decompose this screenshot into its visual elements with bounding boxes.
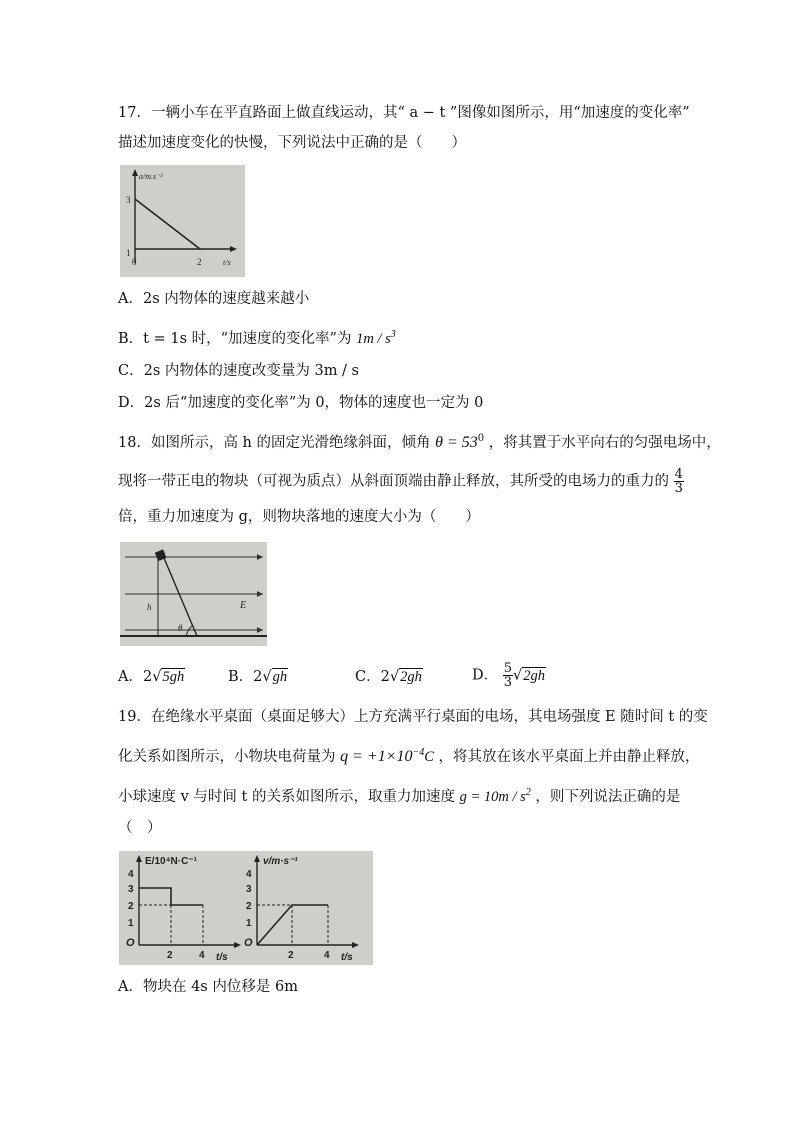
q19-stem-line2-a: 化关系如图所示，小物块电荷量为	[118, 748, 336, 765]
q19-stem-line1: 19．在绝缘水平桌面（桌面足够大）上方充满平行桌面的电场，其电场强度 E 随时间 t 的变	[118, 709, 708, 725]
q17-x-arrow	[230, 246, 237, 252]
q19-e-ytick-2: 2	[128, 901, 134, 912]
q18-theta-sup: 0	[477, 433, 485, 444]
q17-ylabel: a/m.s⁻²	[139, 172, 163, 181]
q17-option-b-exp: 3	[390, 329, 396, 340]
q19-v-xtick-2: 2	[288, 950, 294, 961]
q18-option-c: C．2√2gh	[355, 669, 422, 685]
q19-e-ylabel: E/10⁴N·C⁻¹	[145, 856, 197, 867]
q18-field-arrow-2	[257, 591, 263, 597]
q19-v-ytick-4: 4	[246, 869, 252, 880]
q19-e-ytick-1: 1	[128, 918, 134, 929]
q17-xtick-2: 2	[197, 257, 202, 267]
q17-option-b	[118, 325, 396, 349]
q17-option-a: A．2s 内物体的速度越来越小	[118, 291, 310, 307]
q19-e-y-arrow	[136, 855, 142, 862]
q18-option-b-rad: gh	[272, 669, 288, 685]
q18-fraction	[674, 468, 684, 495]
q18-e-label: E	[240, 600, 247, 611]
q18-h-label: h	[147, 602, 152, 612]
q18-theta: θ = 53	[435, 433, 478, 451]
q19-e-origin: O	[126, 937, 135, 949]
q19-v-t-graph	[244, 855, 359, 963]
q19-stem-line2	[118, 743, 700, 767]
q17-y-arrow	[132, 169, 138, 176]
q19-stem-line3-b: ，则下列说法正确的是	[535, 788, 681, 805]
q19-v-xtick-4: 4	[324, 950, 330, 961]
q19-g-value: g = 10m / s	[459, 788, 526, 805]
q18-stem-line1	[118, 429, 721, 453]
q19-stem-line4: （ ）	[118, 820, 162, 836]
q18-stem-line1-b: ，将其置于水平向右的匀强电场中，	[488, 434, 721, 451]
q18-frac-den: 3	[674, 481, 683, 496]
q17-xlabel: t/s	[223, 258, 231, 267]
q19-v-ytick-1: 1	[246, 918, 252, 929]
q17-option-b-prefix: B．t = 1s 时，“加速度的变化率”为	[118, 330, 352, 347]
q19-v-xlabel: t/s	[341, 952, 353, 963]
q18-option-d-num: 5	[503, 661, 513, 676]
q18-stem-line2-text: 现将一带正电的物块（可视为质点）从斜面顶端由静止释放，其所受的电场力的重力的	[118, 473, 669, 490]
q19-e-xlabel: t/s	[216, 952, 228, 963]
q19-option-a: A．物块在 4s 内位移是 6m	[118, 979, 298, 995]
q18-option-a-rad: 5gh	[162, 669, 185, 685]
q17-option-c: C．2s 内物体的速度改变量为 3m / s	[118, 363, 359, 379]
q18-frac-num: 4	[674, 467, 683, 482]
q19-v-ytick-2: 2	[246, 901, 252, 912]
q17-option-d: D．2s 后“加速度的变化率”为 0，物体的速度也一定为 0	[118, 395, 484, 411]
q18-stem-line2	[118, 468, 684, 495]
q18-option-d-frac	[503, 662, 513, 689]
q19-g-exp: 2	[525, 787, 531, 798]
q19-charge-unit: C	[424, 748, 434, 765]
q18-option-b-label: B．	[228, 669, 254, 685]
q19-e-step-line	[139, 888, 203, 905]
q19-stem-line3	[118, 783, 680, 807]
q18-incline-figure	[120, 542, 267, 646]
q17-stem-line1: 17．一辆小车在平直路面上做直线运动，其“ a − t ”图像如图所示，用“加速度的变化率”	[118, 105, 690, 121]
q17-stem-line2: 描述加速度变化的快慢，下列说法中正确的是（ ）	[118, 135, 466, 151]
q18-field-arrow-1	[257, 554, 263, 560]
q19-e-x-arrow	[234, 942, 241, 948]
q18-option-a-label: A．	[118, 669, 143, 685]
q19-graphs-figure	[119, 851, 373, 965]
q18-option-b-coef: 2	[253, 669, 263, 685]
q19-v-ytick-3: 3	[246, 884, 252, 895]
q19-v-ylabel: v/m·s⁻¹	[263, 856, 298, 867]
q18-option-d: D． $\frac{5}{3}$ √2gh	[472, 661, 546, 690]
q19-e-xtick-4: 4	[199, 950, 205, 961]
q19-e-xtick-2: 2	[167, 950, 173, 961]
q18-stem-line1-a: 18．如图所示，高 h 的固定光滑绝缘斜面，倾角	[118, 434, 431, 451]
q18-stem-line3: 倍，重力加速度为 g，则物块落地的速度大小为（ ）	[118, 509, 480, 525]
q17-ytick-3: 3	[126, 195, 131, 205]
q18-option-d-label: D．	[472, 667, 499, 684]
q17-a-line	[135, 199, 200, 249]
q17-ytick-1: 1	[126, 248, 131, 258]
q19-e-ytick-3: 3	[128, 884, 134, 895]
q19-e-ytick-4: 4	[128, 869, 134, 880]
q19-e-t-graph	[126, 855, 241, 963]
q19-v-y-arrow	[254, 855, 260, 862]
q18-option-c-rad: 2gh	[400, 669, 422, 685]
q18-theta-label: θ	[178, 623, 183, 633]
q19-v-origin: O	[244, 937, 253, 949]
q18-option-d-rad: 2gh	[523, 667, 546, 684]
q18-option-b: B．2√gh	[228, 669, 288, 685]
q17-a-t-graph	[120, 165, 245, 277]
q18-option-c-coef: 2	[380, 669, 390, 685]
q19-stem-line2-b: ，将其放在该水平桌面上并由静止释放，	[438, 748, 700, 765]
q18-option-c-label: C．	[355, 669, 381, 685]
q18-option-a: A．2√5gh	[118, 669, 185, 685]
q17-option-b-value: 1m / s	[356, 330, 391, 347]
q19-charge: q = +1×10	[340, 747, 413, 765]
q19-stem-line3-a: 小球速度 v 与时间 t 的关系如图所示，取重力加速度	[118, 788, 455, 805]
q17-origin: 0	[132, 257, 137, 267]
q18-angle-arc	[186, 626, 192, 636]
q18-option-a-coef: 2	[142, 669, 153, 685]
q19-v-x-arrow	[352, 942, 359, 948]
q18-option-d-den: 3	[503, 675, 513, 690]
q19-charge-exp: −4	[412, 747, 425, 758]
q18-field-arrow-3	[257, 627, 263, 633]
